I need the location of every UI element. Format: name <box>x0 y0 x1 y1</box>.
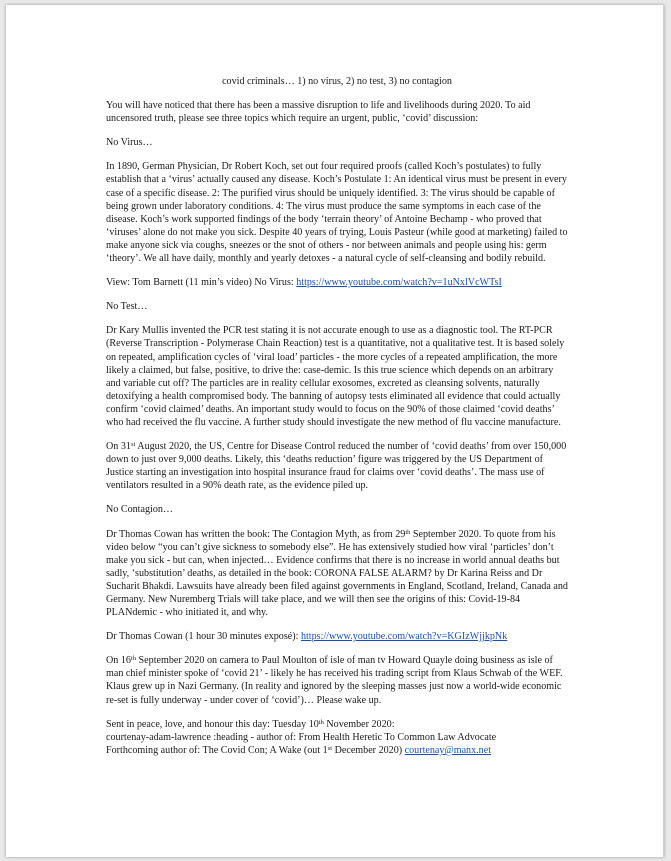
video-reference-1-text: View: Tom Barnett (11 min’s video) No Virus: <box>106 277 297 289</box>
moulton-text-rest: September 2020 on camera to Paul Moulton of isle of man tv Howard Quayle doing business as isle of man chief minister spoke of ‘covid 21’ - likely he has received his trading script from Klaus Schwab of the WEF. Klaus grew up in Nazi Germany. (In reality and ignored by the sleeping masses just now a world-wide economic re-set is fully underway - under cover of ‘covid’)… Please wake up. <box>106 655 563 706</box>
cdc-text-start: On 31 <box>106 441 131 453</box>
signoff-text-rest: November 2020: <box>323 718 395 730</box>
video-reference-2 <box>106 630 568 643</box>
cowan-text-rest: September 2020. To quote from his video below “you can’t give sickness to somebody else”. He has extensively studied how viral ‘particles’ don’t make you sick - but can, when injected… Evidence confirms that there is no increase in world annual deaths but sadly, ‘substitution’ deaths, as detailed in the book: CORONA FALSE ALARM? by Dr Karina Reiss and Dr Sucharit Bhakdi. Lawsuits have already been filed against governments in England, Scotland, Ireland, Canada and Germany. New Nuremberg Trials will take place, and we will then see the origins of this: Covid-19-84 PLANdemic - who initiated it, and why. <box>106 528 568 619</box>
moulton-paragraph <box>106 654 568 706</box>
no-virus-paragraph: In 1890, German Physician, Dr Robert Koch, set out four required proofs (called Koch’s postulates) to fully establish that a ‘virus’ actually caused any disease. Koch’s Postulate 1: An identical virus must be present in every case of a specific disease. 2: The purified virus should be uniquely identified. 3: The virus should be capable of being grown under laboratory conditions. 4: The virus must produce the same symptoms in each case of the disease. Koch’s work supported findings of the body ‘terrain theory’ of Antoine Bechamp - who proved that ‘viruses’ alone do not make you sick. Despite 40 years of trying, Louis Pasteur (while good at marketing) failed to make anyone sick via coughs, sneezes or the snot of others - nor between animals and people using his: germ ‘theory’. We all have daily, monthly and yearly detoxes - a natural cycle of self-cleansing and bodily rebuild. <box>106 161 568 265</box>
section-heading-no-virus: No Virus… <box>106 137 153 149</box>
cdc-text-rest: August 2020, the US, Centre for Disease Control reduced the number of ‘covid deaths’ from over 150,000 down to just over 9,000 deaths. Likely, this ‘deaths reduction’ figure was triggered by the US Department of Justice starting an investigation into hospital insurance fraud for claims over ‘covid deaths’. The mass use of ventilators resulted in a 90% death rate, as the evidence piled up. <box>106 441 567 492</box>
youtube-link-1[interactable]: https://www.youtube.com/watch?v=1uNxlVcWTsI <box>296 277 502 289</box>
email-link[interactable]: courtenay@manx.net <box>404 744 492 756</box>
youtube-link-2[interactable]: https://www.youtube.com/watch?v=KGIzWjjkpNk <box>300 631 508 643</box>
cowan-text-start: Dr Thomas Cowan has written the book: The Contagion Myth, as from 29 <box>106 528 406 540</box>
ordinal-suffix: st <box>327 744 333 752</box>
signoff-text-start: Sent in peace, love, and honour this day: Tuesday 10 <box>106 718 319 730</box>
ordinal-suffix: st <box>130 441 136 449</box>
signoff-line-3-start: Forthcoming author of: The Covid Con; A Wake (out 1 <box>106 744 328 756</box>
ordinal-suffix: th <box>405 528 411 536</box>
ordinal-suffix: th <box>318 718 324 726</box>
intro-paragraph: You will have noticed that there has been a massive disruption to life and livelihoods during 2020. To aid uncensored truth, please see three topics which require an urgent, public, ‘covid’ discussion: <box>106 100 531 125</box>
section-heading-no-contagion: No Contagion… <box>106 504 174 516</box>
ordinal-suffix: th <box>130 655 137 663</box>
signoff-line-3 <box>106 744 568 757</box>
document-title: covid criminals… 1) no virus, 2) no test, 3) no contagion <box>222 76 452 87</box>
video-reference-1 <box>106 276 568 289</box>
section-heading-no-test: No Test… <box>106 301 148 313</box>
moulton-text-start: On 16 <box>106 655 131 667</box>
signoff-line-1 <box>106 718 568 731</box>
no-test-paragraph: Dr Kary Mullis invented the PCR test stating it is not accurate enough to use as a diagnostic tool. The RT-PCR (Reverse Transcription - Polymerase Chain Reaction) test is a quantitative, not a qualitative test. It is based solely on repeated, amplification cycles of ‘viral load’ particles - the more cycles of a repeated amplification, the more likely a claimed, but false, positive, to drive the: case-demic. Is this true science which depends on an arbitrary and variable cut off? The particles are in reality cellular exosomes, excreted as cleansing solvents, naturally detoxifying a health compromised body. The banning of autopsy tests eliminated all evidence that could actually confirm ‘covid claimed’ deaths. An important study would to focus on the 90% of those claimed ‘covid deaths’ who had received the flu vaccine. A further study should investigate the new method of flu vaccine manufacture. <box>106 325 565 428</box>
document-body <box>106 75 568 757</box>
document-page <box>6 5 664 857</box>
video-reference-2-text: Dr Thomas Cowan (1 hour 30 minutes exposé): <box>106 631 301 643</box>
cdc-paragraph <box>106 440 568 492</box>
cowan-paragraph <box>106 528 568 620</box>
signoff-line-2: courtenay-adam-lawrence :heading - author of: From Health Heretic To Common Law Advocate <box>106 731 497 743</box>
signoff-line-3-rest: December 2020) <box>332 744 405 756</box>
